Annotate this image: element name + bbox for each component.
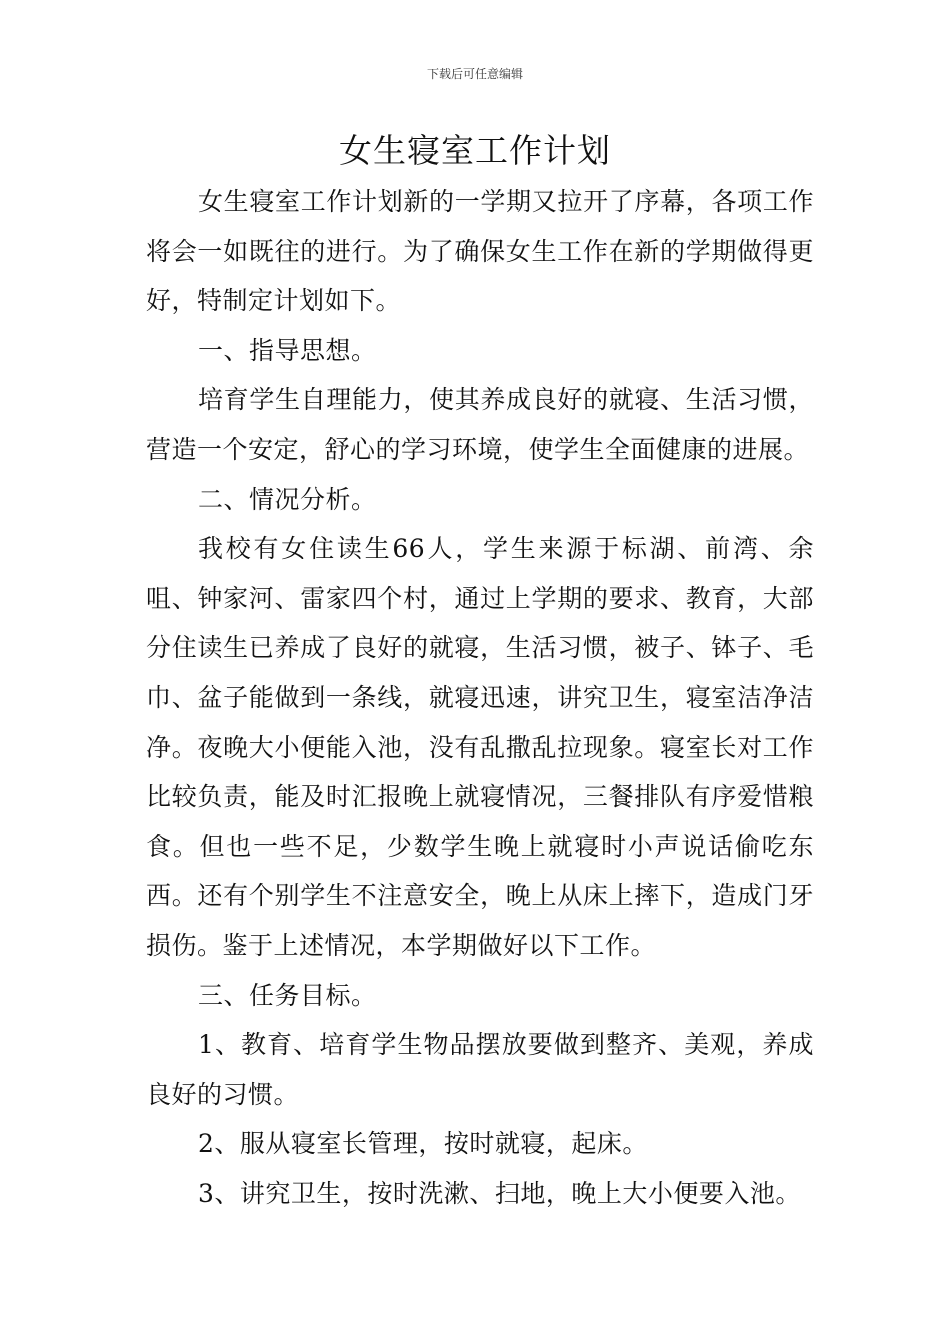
paragraph-intro: 女生寝室工作计划新的一学期又拉开了序幕，各项工作将会一如既往的进行。为了确保女生工作在新的学期做得更好，特制定计划如下。 [146,187,814,316]
header-note: 下载后可任意编辑 [426,67,523,81]
paragraph-situation-analysis: 我校有女住读生66人，学生来源于标湖、前湾、余咀、钟家河、雷家四个村，通过上学期的要求、教育，大部分住读生已养成了良好的就寝，生活习惯，被子、钵子、毛巾、盆子能做到一条线，就寝迅速，讲究卫生，寝室洁净洁净。夜晚大小便能入池，没有乱撒乱拉现象。寝室长对工作比较负责，能及时汇报晚上就寝情况，三餐排队有序爱惜粮食。但也一些不足，少数学生晚上就寝时小声说话偷吃东西。还有个别学生不注意安全，晚上从床上摔下，造成门牙损伤。鉴于上述情况，本学期做好以下工作。 [146,534,814,960]
section-heading-situation-analysis: 二、情况分析。 [198,484,377,514]
section-heading-task-goals: 三、任务目标。 [198,980,377,1010]
document-body [146,177,814,1218]
list-item-goal-3: 3、讲究卫生，按时洗漱、扫地，晚上大小便要入池。 [198,1178,801,1208]
list-item-goal-1: 1、教育、培育学生物品摆放要做到整齐、美观，养成良好的习惯。 [146,1030,814,1109]
list-item-goal-2: 2、服从寝室长管理，按时就寝，起床。 [198,1129,648,1159]
section-heading-guiding-thought: 一、指导思想。 [198,335,377,365]
paragraph-guiding-thought: 培育学生自理能力，使其养成良好的就寝、生活习惯，营造一个安定，舒心的学习环境，使学生全面健康的进展。 [146,385,814,464]
document-title: 女生寝室工作计划 [339,131,611,170]
